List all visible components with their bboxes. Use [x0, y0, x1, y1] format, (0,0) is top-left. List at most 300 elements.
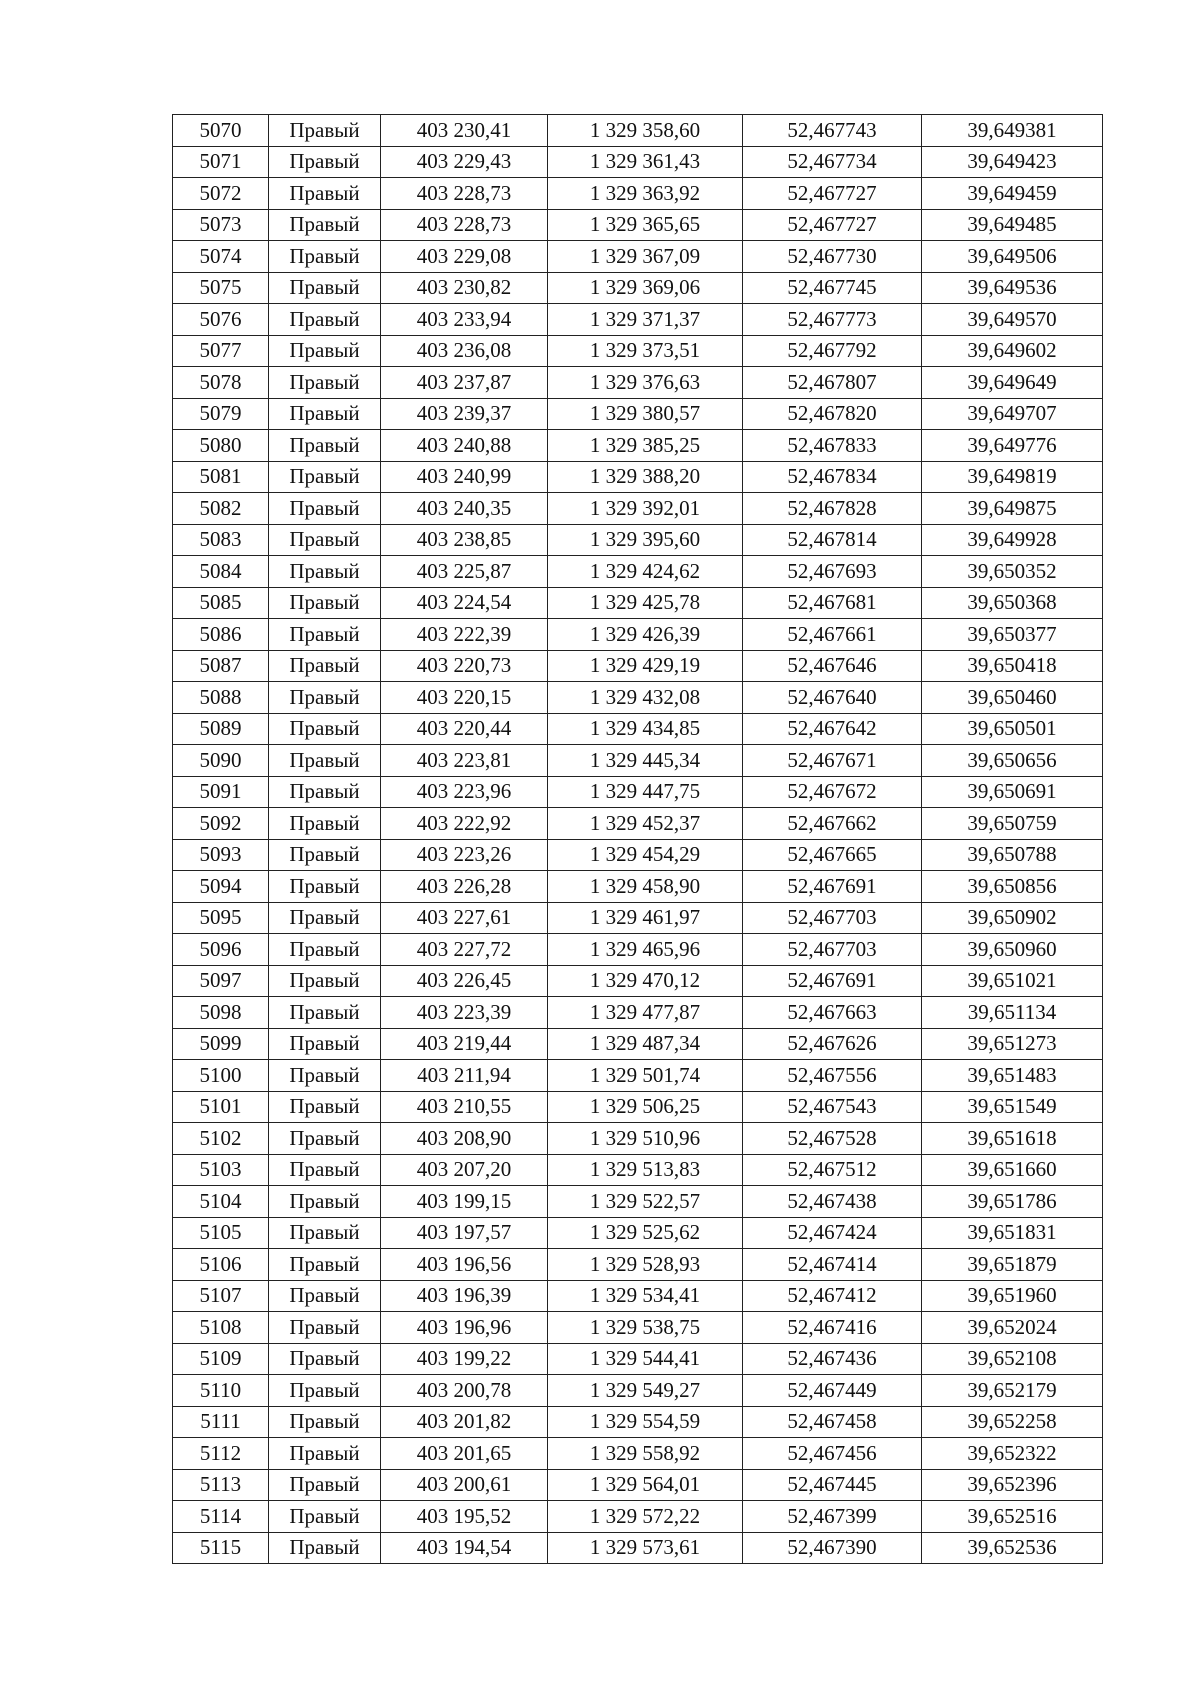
- side-cell: Правый: [269, 304, 381, 336]
- x-coordinate-cell: 403 200,61: [381, 1469, 548, 1501]
- latitude-cell: 52,467416: [743, 1312, 922, 1344]
- longitude-cell: 39,649423: [922, 146, 1103, 178]
- point-number-cell: 5100: [173, 1060, 269, 1092]
- y-coordinate-cell: 1 329 426,39: [548, 619, 743, 651]
- y-coordinate-cell: 1 329 432,08: [548, 682, 743, 714]
- y-coordinate-cell: 1 329 358,60: [548, 115, 743, 147]
- x-coordinate-cell: 403 225,87: [381, 556, 548, 588]
- y-coordinate-cell: 1 329 510,96: [548, 1123, 743, 1155]
- latitude-cell: 52,467834: [743, 461, 922, 493]
- point-number-cell: 5086: [173, 619, 269, 651]
- point-number-cell: 5085: [173, 587, 269, 619]
- side-cell: Правый: [269, 682, 381, 714]
- x-coordinate-cell: 403 222,92: [381, 808, 548, 840]
- side-cell: Правый: [269, 871, 381, 903]
- table-row: [173, 430, 1103, 462]
- point-number-cell: 5076: [173, 304, 269, 336]
- x-coordinate-cell: 403 229,43: [381, 146, 548, 178]
- point-number-cell: 5087: [173, 650, 269, 682]
- x-coordinate-cell: 403 226,28: [381, 871, 548, 903]
- latitude-cell: 52,467663: [743, 997, 922, 1029]
- side-cell: Правый: [269, 745, 381, 777]
- latitude-cell: 52,467681: [743, 587, 922, 619]
- point-number-cell: 5082: [173, 493, 269, 525]
- y-coordinate-cell: 1 329 501,74: [548, 1060, 743, 1092]
- latitude-cell: 52,467399: [743, 1501, 922, 1533]
- x-coordinate-cell: 403 223,39: [381, 997, 548, 1029]
- table-row: [173, 1280, 1103, 1312]
- table-row: [173, 1249, 1103, 1281]
- x-coordinate-cell: 403 220,15: [381, 682, 548, 714]
- point-number-cell: 5075: [173, 272, 269, 304]
- y-coordinate-cell: 1 329 371,37: [548, 304, 743, 336]
- y-coordinate-cell: 1 329 424,62: [548, 556, 743, 588]
- table-row: [173, 619, 1103, 651]
- table-row: [173, 1154, 1103, 1186]
- point-number-cell: 5093: [173, 839, 269, 871]
- x-coordinate-cell: 403 227,61: [381, 902, 548, 934]
- longitude-cell: 39,651273: [922, 1028, 1103, 1060]
- side-cell: Правый: [269, 1532, 381, 1564]
- table-row: [173, 1438, 1103, 1470]
- side-cell: Правый: [269, 493, 381, 525]
- longitude-cell: 39,652179: [922, 1375, 1103, 1407]
- latitude-cell: 52,467820: [743, 398, 922, 430]
- point-number-cell: 5081: [173, 461, 269, 493]
- latitude-cell: 52,467693: [743, 556, 922, 588]
- side-cell: Правый: [269, 1186, 381, 1218]
- y-coordinate-cell: 1 329 363,92: [548, 178, 743, 210]
- side-cell: Правый: [269, 965, 381, 997]
- side-cell: Правый: [269, 524, 381, 556]
- side-cell: Правый: [269, 335, 381, 367]
- point-number-cell: 5092: [173, 808, 269, 840]
- table-row: [173, 146, 1103, 178]
- x-coordinate-cell: 403 208,90: [381, 1123, 548, 1155]
- latitude-cell: 52,467672: [743, 776, 922, 808]
- side-cell: Правый: [269, 1060, 381, 1092]
- y-coordinate-cell: 1 329 544,41: [548, 1343, 743, 1375]
- point-number-cell: 5084: [173, 556, 269, 588]
- longitude-cell: 39,649506: [922, 241, 1103, 273]
- latitude-cell: 52,467745: [743, 272, 922, 304]
- table-row: [173, 241, 1103, 273]
- table-row: [173, 965, 1103, 997]
- x-coordinate-cell: 403 196,56: [381, 1249, 548, 1281]
- longitude-cell: 39,650960: [922, 934, 1103, 966]
- longitude-cell: 39,651660: [922, 1154, 1103, 1186]
- table-row: [173, 934, 1103, 966]
- side-cell: Правый: [269, 1501, 381, 1533]
- longitude-cell: 39,649381: [922, 115, 1103, 147]
- side-cell: Правый: [269, 776, 381, 808]
- point-number-cell: 5083: [173, 524, 269, 556]
- point-number-cell: 5090: [173, 745, 269, 777]
- latitude-cell: 52,467449: [743, 1375, 922, 1407]
- table-row: [173, 650, 1103, 682]
- side-cell: Правый: [269, 146, 381, 178]
- latitude-cell: 52,467833: [743, 430, 922, 462]
- x-coordinate-cell: 403 223,81: [381, 745, 548, 777]
- latitude-cell: 52,467414: [743, 1249, 922, 1281]
- y-coordinate-cell: 1 329 380,57: [548, 398, 743, 430]
- table-row: [173, 304, 1103, 336]
- point-number-cell: 5107: [173, 1280, 269, 1312]
- side-cell: Правый: [269, 808, 381, 840]
- x-coordinate-cell: 403 223,26: [381, 839, 548, 871]
- y-coordinate-cell: 1 329 395,60: [548, 524, 743, 556]
- side-cell: Правый: [269, 209, 381, 241]
- latitude-cell: 52,467734: [743, 146, 922, 178]
- y-coordinate-cell: 1 329 392,01: [548, 493, 743, 525]
- longitude-cell: 39,649649: [922, 367, 1103, 399]
- latitude-cell: 52,467646: [743, 650, 922, 682]
- x-coordinate-cell: 403 200,78: [381, 1375, 548, 1407]
- point-number-cell: 5095: [173, 902, 269, 934]
- table-row: [173, 1312, 1103, 1344]
- table-row: [173, 1532, 1103, 1564]
- latitude-cell: 52,467528: [743, 1123, 922, 1155]
- x-coordinate-cell: 403 211,94: [381, 1060, 548, 1092]
- table-row: [173, 871, 1103, 903]
- point-number-cell: 5074: [173, 241, 269, 273]
- latitude-cell: 52,467456: [743, 1438, 922, 1470]
- latitude-cell: 52,467727: [743, 178, 922, 210]
- longitude-cell: 39,651483: [922, 1060, 1103, 1092]
- longitude-cell: 39,652516: [922, 1501, 1103, 1533]
- longitude-cell: 39,650902: [922, 902, 1103, 934]
- longitude-cell: 39,651134: [922, 997, 1103, 1029]
- latitude-cell: 52,467512: [743, 1154, 922, 1186]
- latitude-cell: 52,467626: [743, 1028, 922, 1060]
- side-cell: Правый: [269, 367, 381, 399]
- side-cell: Правый: [269, 1028, 381, 1060]
- point-number-cell: 5105: [173, 1217, 269, 1249]
- x-coordinate-cell: 403 222,39: [381, 619, 548, 651]
- side-cell: Правый: [269, 1375, 381, 1407]
- longitude-cell: 39,650352: [922, 556, 1103, 588]
- longitude-cell: 39,650788: [922, 839, 1103, 871]
- coordinates-table-body: [173, 115, 1103, 1564]
- x-coordinate-cell: 403 219,44: [381, 1028, 548, 1060]
- x-coordinate-cell: 403 240,35: [381, 493, 548, 525]
- y-coordinate-cell: 1 329 549,27: [548, 1375, 743, 1407]
- y-coordinate-cell: 1 329 477,87: [548, 997, 743, 1029]
- longitude-cell: 39,650418: [922, 650, 1103, 682]
- y-coordinate-cell: 1 329 534,41: [548, 1280, 743, 1312]
- y-coordinate-cell: 1 329 369,06: [548, 272, 743, 304]
- longitude-cell: 39,650856: [922, 871, 1103, 903]
- latitude-cell: 52,467828: [743, 493, 922, 525]
- y-coordinate-cell: 1 329 452,37: [548, 808, 743, 840]
- y-coordinate-cell: 1 329 538,75: [548, 1312, 743, 1344]
- longitude-cell: 39,650368: [922, 587, 1103, 619]
- side-cell: Правый: [269, 1406, 381, 1438]
- side-cell: Правый: [269, 1280, 381, 1312]
- point-number-cell: 5089: [173, 713, 269, 745]
- side-cell: Правый: [269, 1123, 381, 1155]
- latitude-cell: 52,467691: [743, 965, 922, 997]
- latitude-cell: 52,467743: [743, 115, 922, 147]
- y-coordinate-cell: 1 329 572,22: [548, 1501, 743, 1533]
- longitude-cell: 39,649707: [922, 398, 1103, 430]
- y-coordinate-cell: 1 329 506,25: [548, 1091, 743, 1123]
- x-coordinate-cell: 403 220,73: [381, 650, 548, 682]
- y-coordinate-cell: 1 329 458,90: [548, 871, 743, 903]
- y-coordinate-cell: 1 329 365,65: [548, 209, 743, 241]
- latitude-cell: 52,467661: [743, 619, 922, 651]
- table-row: [173, 209, 1103, 241]
- point-number-cell: 5073: [173, 209, 269, 241]
- table-row: [173, 1375, 1103, 1407]
- latitude-cell: 52,467556: [743, 1060, 922, 1092]
- point-number-cell: 5110: [173, 1375, 269, 1407]
- latitude-cell: 52,467438: [743, 1186, 922, 1218]
- y-coordinate-cell: 1 329 385,25: [548, 430, 743, 462]
- longitude-cell: 39,649485: [922, 209, 1103, 241]
- table-row: [173, 398, 1103, 430]
- y-coordinate-cell: 1 329 461,97: [548, 902, 743, 934]
- side-cell: Правый: [269, 1469, 381, 1501]
- latitude-cell: 52,467792: [743, 335, 922, 367]
- longitude-cell: 39,651021: [922, 965, 1103, 997]
- point-number-cell: 5079: [173, 398, 269, 430]
- longitude-cell: 39,651618: [922, 1123, 1103, 1155]
- side-cell: Правый: [269, 461, 381, 493]
- y-coordinate-cell: 1 329 525,62: [548, 1217, 743, 1249]
- side-cell: Правый: [269, 1249, 381, 1281]
- latitude-cell: 52,467412: [743, 1280, 922, 1312]
- side-cell: Правый: [269, 997, 381, 1029]
- y-coordinate-cell: 1 329 513,83: [548, 1154, 743, 1186]
- table-row: [173, 1343, 1103, 1375]
- x-coordinate-cell: 403 199,22: [381, 1343, 548, 1375]
- y-coordinate-cell: 1 329 429,19: [548, 650, 743, 682]
- point-number-cell: 5103: [173, 1154, 269, 1186]
- longitude-cell: 39,651786: [922, 1186, 1103, 1218]
- longitude-cell: 39,650501: [922, 713, 1103, 745]
- side-cell: Правый: [269, 902, 381, 934]
- point-number-cell: 5109: [173, 1343, 269, 1375]
- x-coordinate-cell: 403 230,82: [381, 272, 548, 304]
- point-number-cell: 5071: [173, 146, 269, 178]
- point-number-cell: 5112: [173, 1438, 269, 1470]
- latitude-cell: 52,467436: [743, 1343, 922, 1375]
- longitude-cell: 39,650656: [922, 745, 1103, 777]
- x-coordinate-cell: 403 240,99: [381, 461, 548, 493]
- point-number-cell: 5101: [173, 1091, 269, 1123]
- longitude-cell: 39,650691: [922, 776, 1103, 808]
- table-row: [173, 902, 1103, 934]
- longitude-cell: 39,651549: [922, 1091, 1103, 1123]
- x-coordinate-cell: 403 196,96: [381, 1312, 548, 1344]
- x-coordinate-cell: 403 228,73: [381, 209, 548, 241]
- point-number-cell: 5115: [173, 1532, 269, 1564]
- table-row: [173, 178, 1103, 210]
- table-row: [173, 745, 1103, 777]
- y-coordinate-cell: 1 329 388,20: [548, 461, 743, 493]
- y-coordinate-cell: 1 329 465,96: [548, 934, 743, 966]
- point-number-cell: 5114: [173, 1501, 269, 1533]
- y-coordinate-cell: 1 329 522,57: [548, 1186, 743, 1218]
- table-row: [173, 1028, 1103, 1060]
- x-coordinate-cell: 403 220,44: [381, 713, 548, 745]
- longitude-cell: 39,649570: [922, 304, 1103, 336]
- y-coordinate-cell: 1 329 376,63: [548, 367, 743, 399]
- point-number-cell: 5108: [173, 1312, 269, 1344]
- latitude-cell: 52,467424: [743, 1217, 922, 1249]
- x-coordinate-cell: 403 207,20: [381, 1154, 548, 1186]
- x-coordinate-cell: 403 236,08: [381, 335, 548, 367]
- x-coordinate-cell: 403 233,94: [381, 304, 548, 336]
- y-coordinate-cell: 1 329 447,75: [548, 776, 743, 808]
- x-coordinate-cell: 403 197,57: [381, 1217, 548, 1249]
- longitude-cell: 39,650759: [922, 808, 1103, 840]
- table-row: [173, 1217, 1103, 1249]
- side-cell: Правый: [269, 1438, 381, 1470]
- longitude-cell: 39,649819: [922, 461, 1103, 493]
- side-cell: Правый: [269, 272, 381, 304]
- point-number-cell: 5111: [173, 1406, 269, 1438]
- side-cell: Правый: [269, 1343, 381, 1375]
- x-coordinate-cell: 403 227,72: [381, 934, 548, 966]
- table-row: [173, 1469, 1103, 1501]
- latitude-cell: 52,467665: [743, 839, 922, 871]
- table-row: [173, 556, 1103, 588]
- table-row: [173, 997, 1103, 1029]
- y-coordinate-cell: 1 329 425,78: [548, 587, 743, 619]
- table-row: [173, 461, 1103, 493]
- x-coordinate-cell: 403 237,87: [381, 367, 548, 399]
- side-cell: Правый: [269, 398, 381, 430]
- table-row: [173, 587, 1103, 619]
- point-number-cell: 5096: [173, 934, 269, 966]
- point-number-cell: 5094: [173, 871, 269, 903]
- latitude-cell: 52,467807: [743, 367, 922, 399]
- x-coordinate-cell: 403 201,65: [381, 1438, 548, 1470]
- side-cell: Правый: [269, 934, 381, 966]
- y-coordinate-cell: 1 329 445,34: [548, 745, 743, 777]
- x-coordinate-cell: 403 196,39: [381, 1280, 548, 1312]
- longitude-cell: 39,652322: [922, 1438, 1103, 1470]
- table-row: [173, 1123, 1103, 1155]
- latitude-cell: 52,467543: [743, 1091, 922, 1123]
- x-coordinate-cell: 403 210,55: [381, 1091, 548, 1123]
- latitude-cell: 52,467642: [743, 713, 922, 745]
- latitude-cell: 52,467703: [743, 902, 922, 934]
- table-row: [173, 776, 1103, 808]
- side-cell: Правый: [269, 430, 381, 462]
- longitude-cell: 39,651831: [922, 1217, 1103, 1249]
- latitude-cell: 52,467445: [743, 1469, 922, 1501]
- point-number-cell: 5077: [173, 335, 269, 367]
- table-row: [173, 713, 1103, 745]
- table-row: [173, 115, 1103, 147]
- table-row: [173, 367, 1103, 399]
- longitude-cell: 39,651879: [922, 1249, 1103, 1281]
- side-cell: Правый: [269, 1154, 381, 1186]
- table-row: [173, 335, 1103, 367]
- x-coordinate-cell: 403 224,54: [381, 587, 548, 619]
- table-row: [173, 493, 1103, 525]
- table-row: [173, 272, 1103, 304]
- y-coordinate-cell: 1 329 373,51: [548, 335, 743, 367]
- side-cell: Правый: [269, 619, 381, 651]
- latitude-cell: 52,467458: [743, 1406, 922, 1438]
- latitude-cell: 52,467703: [743, 934, 922, 966]
- latitude-cell: 52,467640: [743, 682, 922, 714]
- y-coordinate-cell: 1 329 564,01: [548, 1469, 743, 1501]
- point-number-cell: 5098: [173, 997, 269, 1029]
- longitude-cell: 39,649459: [922, 178, 1103, 210]
- y-coordinate-cell: 1 329 361,43: [548, 146, 743, 178]
- point-number-cell: 5102: [173, 1123, 269, 1155]
- table-row: [173, 839, 1103, 871]
- point-number-cell: 5104: [173, 1186, 269, 1218]
- longitude-cell: 39,652536: [922, 1532, 1103, 1564]
- x-coordinate-cell: 403 199,15: [381, 1186, 548, 1218]
- point-number-cell: 5072: [173, 178, 269, 210]
- side-cell: Правый: [269, 241, 381, 273]
- longitude-cell: 39,649536: [922, 272, 1103, 304]
- latitude-cell: 52,467773: [743, 304, 922, 336]
- side-cell: Правый: [269, 713, 381, 745]
- x-coordinate-cell: 403 230,41: [381, 115, 548, 147]
- longitude-cell: 39,652108: [922, 1343, 1103, 1375]
- longitude-cell: 39,649928: [922, 524, 1103, 556]
- x-coordinate-cell: 403 240,88: [381, 430, 548, 462]
- longitude-cell: 39,650377: [922, 619, 1103, 651]
- y-coordinate-cell: 1 329 573,61: [548, 1532, 743, 1564]
- table-row: [173, 1060, 1103, 1092]
- table-row: [173, 1186, 1103, 1218]
- longitude-cell: 39,649776: [922, 430, 1103, 462]
- longitude-cell: 39,652258: [922, 1406, 1103, 1438]
- x-coordinate-cell: 403 229,08: [381, 241, 548, 273]
- point-number-cell: 5091: [173, 776, 269, 808]
- x-coordinate-cell: 403 201,82: [381, 1406, 548, 1438]
- latitude-cell: 52,467691: [743, 871, 922, 903]
- latitude-cell: 52,467662: [743, 808, 922, 840]
- latitude-cell: 52,467390: [743, 1532, 922, 1564]
- side-cell: Правый: [269, 1091, 381, 1123]
- latitude-cell: 52,467730: [743, 241, 922, 273]
- point-number-cell: 5106: [173, 1249, 269, 1281]
- x-coordinate-cell: 403 228,73: [381, 178, 548, 210]
- latitude-cell: 52,467671: [743, 745, 922, 777]
- y-coordinate-cell: 1 329 558,92: [548, 1438, 743, 1470]
- longitude-cell: 39,650460: [922, 682, 1103, 714]
- point-number-cell: 5113: [173, 1469, 269, 1501]
- side-cell: Правый: [269, 839, 381, 871]
- x-coordinate-cell: 403 195,52: [381, 1501, 548, 1533]
- longitude-cell: 39,649602: [922, 335, 1103, 367]
- side-cell: Правый: [269, 178, 381, 210]
- point-number-cell: 5097: [173, 965, 269, 997]
- coordinates-table: [172, 114, 1103, 1564]
- side-cell: Правый: [269, 1217, 381, 1249]
- side-cell: Правый: [269, 650, 381, 682]
- x-coordinate-cell: 403 238,85: [381, 524, 548, 556]
- y-coordinate-cell: 1 329 487,34: [548, 1028, 743, 1060]
- table-row: [173, 1091, 1103, 1123]
- table-row: [173, 808, 1103, 840]
- y-coordinate-cell: 1 329 434,85: [548, 713, 743, 745]
- point-number-cell: 5080: [173, 430, 269, 462]
- x-coordinate-cell: 403 226,45: [381, 965, 548, 997]
- point-number-cell: 5088: [173, 682, 269, 714]
- table-row: [173, 524, 1103, 556]
